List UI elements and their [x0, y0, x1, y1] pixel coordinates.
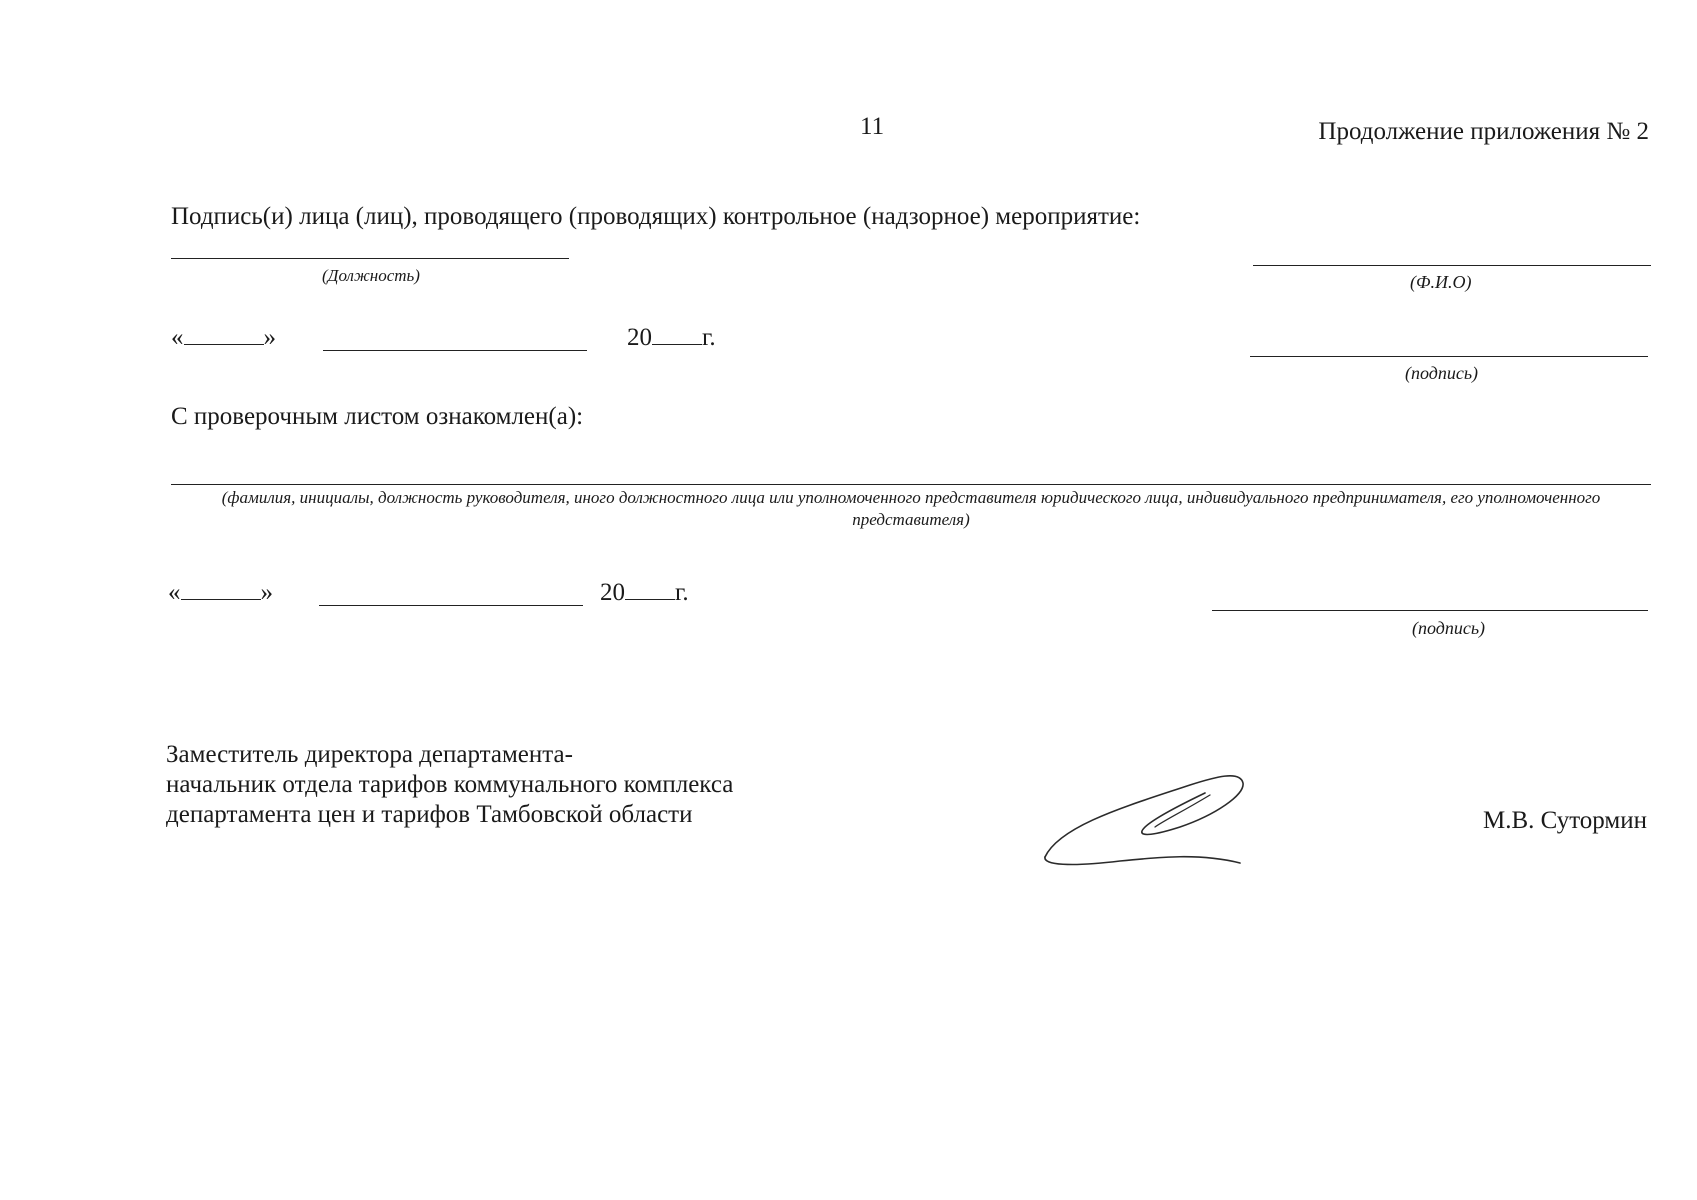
acquaint-date-month-line[interactable]: [319, 605, 583, 606]
year-prefix: 20: [600, 579, 625, 606]
day-blank[interactable]: [184, 343, 264, 345]
appendix-continuation-note: Продолжение приложения № 2: [1318, 118, 1649, 145]
representative-caption: (фамилия, инициалы, должность руководителя, иного должностного лица или уполномоченного представителя юридического лица, индивидуального предпринимателя, его уполномоченного представителя): [221, 488, 1601, 529]
acquainted-signature-caption: (подпись): [1412, 618, 1486, 638]
inspection-date-month-line[interactable]: [323, 350, 587, 351]
signatory-name: М.В. Сутормин: [1482, 807, 1647, 834]
year-blank[interactable]: [625, 598, 675, 600]
inspection-date-year-field[interactable]: [627, 323, 716, 353]
day-blank[interactable]: [181, 598, 261, 600]
open-quote: «: [171, 324, 184, 351]
page-number: 11: [860, 113, 885, 140]
year-prefix: 20: [627, 324, 652, 351]
inspector-signature-caption: (подпись): [1405, 363, 1479, 383]
fio-fill-line[interactable]: [1253, 265, 1651, 266]
signatory-title-line: Заместитель директора департамента-: [166, 741, 573, 768]
close-quote: »: [260, 579, 273, 606]
representative-fill-line[interactable]: [171, 484, 1651, 485]
position-caption: (Должность): [322, 266, 420, 285]
inspector-signature-heading: Подпись(и) лица (лиц), проводящего (проводящих) контрольное (надзорное) мероприятие:: [171, 203, 1141, 230]
acquainted-signature-line[interactable]: [1212, 610, 1648, 611]
inspection-date-day-field[interactable]: [171, 323, 276, 353]
signatory-title-line: начальник отдела тарифов коммунального комплекса: [166, 771, 734, 798]
position-fill-line[interactable]: [171, 258, 569, 259]
acquaint-date-year-field[interactable]: [600, 578, 689, 608]
year-suffix: г.: [675, 579, 689, 606]
acquaint-date-day-field[interactable]: [168, 578, 273, 608]
handwritten-signature: [1040, 765, 1260, 880]
fio-caption: (Ф.И.О): [1410, 272, 1472, 292]
open-quote: «: [168, 579, 181, 606]
signatory-title: [166, 740, 733, 830]
close-quote: »: [263, 324, 276, 351]
year-suffix: г.: [702, 324, 716, 351]
year-blank[interactable]: [652, 343, 702, 345]
acquainted-heading: С проверочным листом ознакомлен(а):: [171, 403, 584, 430]
signatory-title-line: департамента цен и тарифов Тамбовской области: [166, 801, 693, 828]
inspector-signature-line[interactable]: [1250, 356, 1648, 357]
